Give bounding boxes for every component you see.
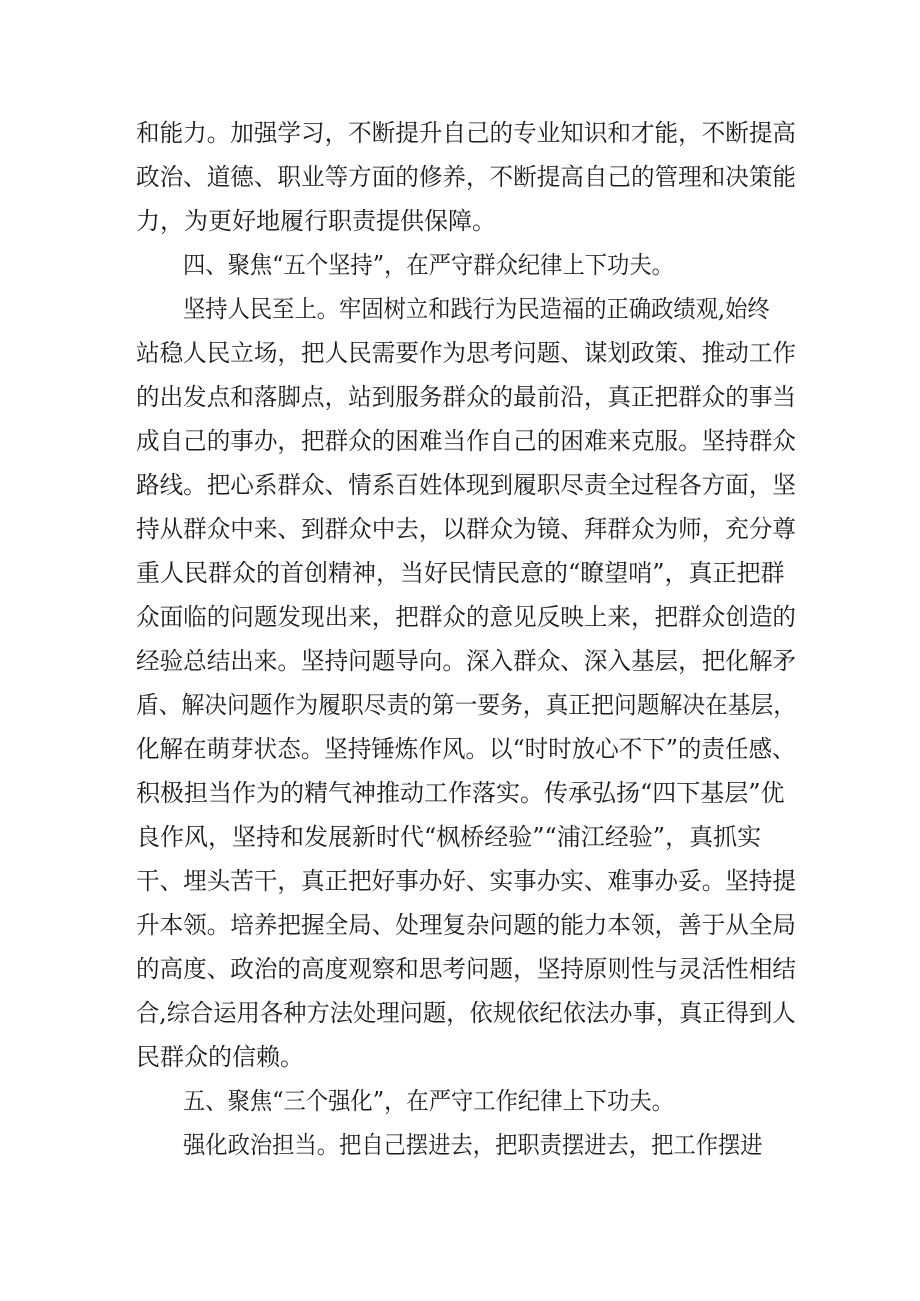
body-text-line: 的出发点和落脚点，站到服务群众的最前沿，真正把群众的事当 [136,383,796,411]
body-text-line: 民群众的信赖。 [136,1043,304,1071]
body-text-line: 路线。把心系群众、情系百姓体现到履职尽责全过程各方面，坚 [136,471,796,499]
body-text-line: 升本领。培养把握全局、处理复杂问题的能力本领，善于从全局 [136,911,796,939]
body-text-line: 力，为更好地履行职责提供保障。 [136,207,496,235]
body-text-line: 合,综合运用各种方法处理问题，依规依纪依法办事，真正得到人 [136,999,796,1027]
body-text-line: 众面临的问题发现出来，把群众的意见反映上来，把群众创造的 [136,603,796,631]
body-text-line: 干、埋头苦干，真正把好事办好、实事办实、难事办妥。坚持提 [136,867,796,895]
body-text-line: 积极担当作为的精气神推动工作落实。传承弘扬“四下基层”优 [136,779,785,807]
body-text-line: 的高度、政治的高度观察和思考问题，坚持原则性与灵活性相结 [136,955,796,983]
body-text-line: 成自己的事办，把群众的困难当作自己的困难来克服。坚持群众 [136,427,796,455]
body-text-line: 站稳人民立场，把人民需要作为思考问题、谋划政策、推动工作 [136,339,796,367]
body-text-line: 政治、道德、职业等方面的修养，不断提高自己的管理和决策能 [136,163,796,191]
body-text-line: 良作风，坚持和发展新时代“枫桥经验”“浦江经验”，真抓实 [136,823,762,851]
body-text-line: 化解在萌芽状态。坚持锤炼作风。以“时时放心不下”的责任感、 [136,735,796,763]
body-text-line: 经验总结出来。坚持问题导向。深入群众、深入基层，把化解矛 [136,647,796,675]
section-heading-five: 五、聚焦“三个强化”，在严守工作纪律上下功夫。 [183,1087,674,1115]
section-heading-four: 四、聚焦“五个坚持”，在严守群众纪律上下功夫。 [183,251,674,279]
paragraph-first-line: 强化政治担当。把自己摆进去，把职责摆进去，把工作摆进 [183,1131,763,1159]
body-text-line: 重人民群众的首创精神，当好民情民意的“瞭望哨”，真正把群 [136,559,785,587]
body-text-line: 和能力。加强学习，不断提升自己的专业知识和才能，不断提高 [136,119,796,147]
body-text-line: 盾、解决问题作为履职尽责的第一要务，真正把问题解决在基层， [136,691,797,719]
paragraph-first-line: 坚持人民至上。牢固树立和践行为民造福的正确政绩观,始终 [183,295,770,323]
body-text-line: 持从群众中来、到群众中去，以群众为镜、拜群众为师，充分尊 [136,515,796,543]
